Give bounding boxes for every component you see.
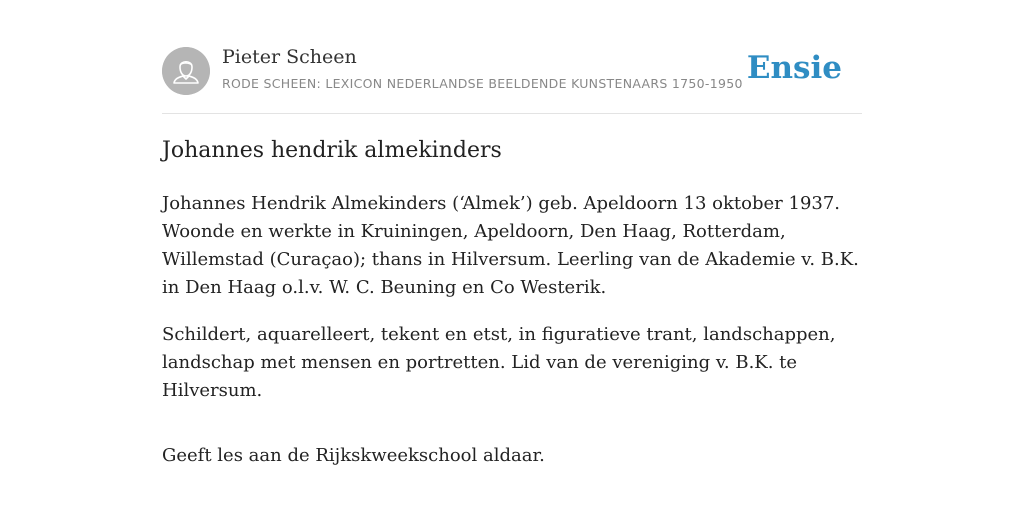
paragraph: Geeft les aan de Rijkskweekschool aldaar.	[162, 445, 545, 466]
user-icon	[162, 47, 210, 95]
paragraph: Johannes Hendrik Almekinders (‘Almek’) geb. Apeldoorn 13 oktober 1937. Woonde en werkte in Kruiningen, Apeldoorn, Den Haag, Rotterdam, Willemstad (Curaçao); thans in Hilversum. Leerling van de Akademie v. B.K. in Den Haag o.l.v. W. C. Beuning en Co Westerik.	[162, 193, 859, 298]
avatar[interactable]	[162, 47, 210, 95]
ensie-logo[interactable]: Ensie	[746, 50, 842, 86]
article-body	[162, 190, 862, 489]
author-name[interactable]: Pieter Scheen	[222, 46, 357, 68]
source-label[interactable]: RODE SCHEEN: LEXICON NEDERLANDSE BEELDENDE KUNSTENAARS 1750-1950	[222, 76, 743, 91]
paragraph: Schildert, aquarelleert, tekent en etst, in figuratieve trant, landschappen, landschap met mensen en portretten. Lid van de vereniging v. B.K. te Hilversum.	[162, 324, 836, 401]
author-header	[162, 40, 862, 114]
page-title: Johannes hendrik almekinders	[162, 138, 502, 163]
article-card	[162, 40, 862, 466]
